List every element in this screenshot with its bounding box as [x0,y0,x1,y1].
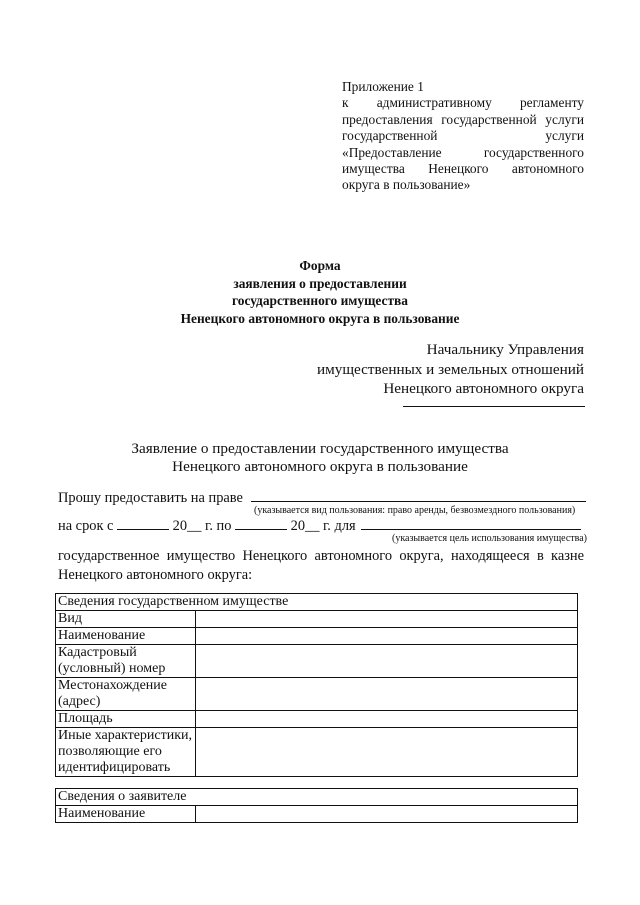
row-value-cell[interactable] [196,628,578,645]
application-title-line: Заявление о предоставлении государственного имущества [131,440,509,457]
row-value-cell[interactable] [196,728,578,777]
row-label: Наименование [56,628,196,645]
form-title-line: Форма [299,258,341,273]
property-paragraph [58,547,584,584]
appendix-line: Приложение 1 [342,79,424,94]
end-date-blank[interactable] [235,516,287,530]
form-title-line: заявления о предоставлении [233,275,407,291]
form-title [0,257,640,327]
appendix-note [342,79,584,194]
addressee-line: Начальнику Управления [426,341,584,358]
purpose-hint: (указывается цель использования имущества) [392,533,587,544]
appendix-line: имущества Ненецкого автономного [342,161,584,177]
row-value-cell[interactable] [196,611,578,628]
appendix-line: округа в пользование» [342,177,471,193]
addressee-line: Ненецкого автономного округа [383,380,584,397]
row-label: Кадастровый (условный) номер [56,645,196,678]
paragraph-line: государственное имущество Ненецкого автономного округа, находящееся в казне [58,548,584,564]
row-label: Местонахождение (адрес) [56,678,196,711]
row-value-cell[interactable] [196,678,578,711]
table-row [56,728,578,777]
table-row [56,806,578,823]
table-row [56,645,578,678]
applicant-table [55,788,578,823]
application-title [0,440,640,476]
addressee-name-blank[interactable] [403,406,585,407]
right-type-blank[interactable] [251,488,586,502]
start-year-text: 20__ г. по [172,518,232,534]
application-title-line: Ненецкого автономного округа в пользование [172,458,468,475]
request-prefix: Прошу предоставить на праве [58,490,243,506]
addressee [317,340,584,399]
table-row [56,611,578,628]
table-row [56,594,578,611]
start-date-blank[interactable] [117,516,169,530]
row-value-cell[interactable] [196,711,578,728]
term-prefix: на срок с [58,518,114,534]
row-label: Иные характеристики, позволяющие его идентифицировать [56,728,196,777]
row-label: Площадь [56,711,196,728]
row-value-cell[interactable] [196,645,578,678]
appendix-line: «Предоставление государственного [342,144,584,160]
property-table [55,593,578,777]
appendix-line: государственной услуги [342,128,584,144]
row-label: Наименование [56,806,196,823]
appendix-line: к административному регламенту [342,95,584,111]
property-table-header: Сведения государственном имуществе [56,594,578,611]
form-title-line: государственного имущества [232,293,408,308]
form-title-line: Ненецкого автономного округа в пользование [180,310,460,326]
request-hint: (указывается вид пользования: право аренды, безвозмездного пользования) [254,505,576,516]
applicant-table-header: Сведения о заявителе [56,789,578,806]
paragraph-line: Ненецкого автономного округа: [58,566,253,583]
row-value-cell[interactable] [196,806,578,823]
appendix-line: предоставления государственной услуги [342,111,584,127]
table-row [56,789,578,806]
row-label: Вид [56,611,196,628]
table-row [56,678,578,711]
purpose-blank[interactable] [361,516,581,530]
end-year-text: 20__ г. для [290,518,356,534]
table-row [56,711,578,728]
addressee-line: имущественных и земельных отношений [316,360,584,378]
table-row [56,628,578,645]
